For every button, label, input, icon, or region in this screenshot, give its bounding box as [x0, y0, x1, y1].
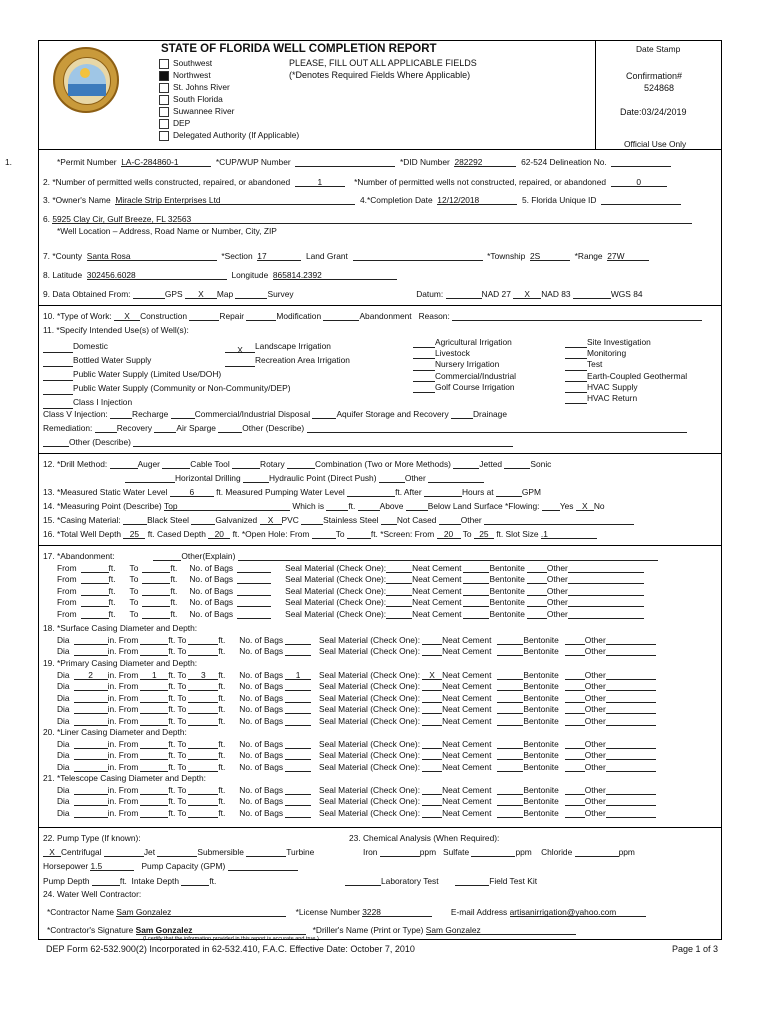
construction-check[interactable]: X [114, 311, 140, 321]
confirmation-label: Confirmation# [626, 71, 683, 81]
longitude-field[interactable]: 865814.2392 [273, 270, 397, 280]
from-field[interactable] [81, 563, 109, 573]
casing-row: Dia 2 in. From 1 ft. To 3 ft. No. of Bags 1 Seal Material (Check One): X Neat Cement Bentonite Other [57, 670, 656, 680]
row-8: 8. Latitude 302456.6028 Longitude 865814.2392 [43, 270, 397, 280]
bags-field[interactable] [285, 704, 311, 714]
neat-cement-check[interactable] [422, 808, 442, 818]
latitude-field[interactable]: 302456.6028 [87, 270, 227, 280]
reason-field[interactable] [452, 311, 702, 321]
row-14: 14. *Measuring Point (Describe) Top Which is ft. Above Below Land Surface *Flowing: Yes X No [43, 501, 605, 511]
neat-cement-check[interactable] [422, 716, 442, 726]
from-field[interactable] [140, 681, 168, 691]
from-field[interactable] [140, 762, 168, 772]
bags-field[interactable] [237, 563, 271, 573]
form-title: STATE OF FLORIDA WELL COMPLETION REPORT [161, 43, 437, 55]
signature-row: *Contractor's Signature Sam Gonzalez *Driller's Name (Print or Type) Sam Gonzalez [47, 925, 576, 935]
row-15: 15. *Casing Material: Black Steel Galvanized X PVC Stainless Steel Not Cased Other [43, 515, 634, 525]
from-field[interactable] [140, 785, 168, 795]
casing-row: Dia in. From ft. To ft. No. of Bags Seal Material (Check One): Neat Cement Bentonite Other [57, 646, 656, 656]
landscape-check[interactable]: X [225, 343, 255, 353]
form-footer: DEP Form 62-532.900(2) Incorporated in 62-532.410, F.A.C. Effective Date: October 7, 2010 [46, 944, 415, 954]
nad83-check[interactable]: X [513, 289, 541, 299]
casing-row: Dia in. From ft. To ft. No. of Bags Seal Material (Check One): Neat Cement Bentonite Other [57, 762, 656, 772]
wells-not-constructed-field[interactable]: 0 [611, 177, 667, 187]
checkbox[interactable] [159, 59, 169, 69]
to-field[interactable] [188, 739, 218, 749]
static-water-field[interactable]: 6 [170, 487, 214, 497]
row-10: 10. *Type of Work: X Construction Repair Modification Abandonment Reason: [43, 311, 702, 321]
to-field[interactable] [142, 574, 170, 584]
row-1: *Permit Number LA-C-284860-1 *CUP/WUP Number *DID Number 282292 62-524 Delineation No. [57, 157, 671, 167]
bags-field[interactable]: 1 [285, 670, 311, 680]
cased-depth-field[interactable]: 20 [208, 529, 230, 539]
to-field[interactable] [188, 646, 218, 656]
bags-field[interactable] [237, 609, 271, 619]
checkbox[interactable] [159, 107, 169, 117]
district-southwest[interactable]: Southwest [159, 58, 212, 69]
casing-row: Dia in. From ft. To ft. No. of Bags Seal Material (Check One): Neat Cement Bentonite Other [57, 750, 656, 760]
range-field[interactable]: 27W [607, 251, 649, 261]
page-number: Page 1 of 3 [672, 944, 719, 954]
district-suwannee[interactable]: Suwannee River [159, 106, 234, 117]
casing-section-label: 19. *Primary Casing Diameter and Depth: [43, 658, 198, 668]
dia-field[interactable] [74, 785, 108, 795]
row-7: 7. *County Santa Rosa *Section 17 Land Grant *Township 2S *Range 27W [43, 251, 649, 261]
bags-field[interactable] [285, 693, 311, 703]
uses-col1: Domestic Bottled Water Supply Public Water Supply (Limited Use/DOH) Public Water Supply (Community or Non-Community/DEP) Class I Injection [43, 339, 291, 409]
township-field[interactable]: 2S [530, 251, 570, 261]
to-field[interactable] [188, 716, 218, 726]
to-field[interactable] [142, 609, 170, 619]
from-field[interactable] [140, 646, 168, 656]
from-field[interactable] [140, 808, 168, 818]
county-field[interactable]: Santa Rosa [87, 251, 217, 261]
dia-field[interactable] [74, 681, 108, 691]
pump-type-label: 22. Pump Type (If known): [43, 833, 141, 843]
screen-to-field[interactable]: 25 [474, 529, 494, 539]
casing-row: Dia in. From ft. To ft. No. of Bags Seal Material (Check One): Neat Cement Bentonite Other [57, 635, 656, 645]
casing-section-label: 21. *Telescope Casing Diameter and Depth: [43, 773, 206, 783]
dia-field[interactable] [74, 693, 108, 703]
row-17: 17. *Abandonment: Other(Explain) [43, 551, 658, 561]
bags-field[interactable] [285, 716, 311, 726]
contractor-name-field[interactable]: Sam Gonzalez [116, 907, 286, 917]
row-3: 3. *Owner's Name Miracle Strip Enterprises Ltd 4.*Completion Date 12/12/2018 5. Florida Unique ID [43, 195, 681, 205]
other-use-row: Other (Describe) [43, 437, 513, 447]
chemical-label: 23. Chemical Analysis (When Required): [349, 833, 500, 843]
bags-field[interactable] [237, 597, 271, 607]
well-completion-form [5, 40, 722, 942]
instructions-line2: (*Denotes Required Fields Where Applicable) [289, 70, 471, 80]
slot-size-field[interactable]: .1 [541, 529, 597, 539]
wells-constructed-field[interactable]: 1 [295, 177, 345, 187]
from-field[interactable] [140, 750, 168, 760]
row-12b: Horizontal Drilling Hydraulic Point (Direct Push) Other [125, 473, 484, 483]
screen-from-field[interactable]: 20 [437, 529, 461, 539]
remediation-row: Remediation: Recovery Air Sparge Other (Describe) [43, 423, 687, 433]
to-field[interactable] [188, 704, 218, 714]
section-field[interactable]: 17 [257, 251, 301, 261]
district-dep[interactable]: DEP [159, 118, 190, 129]
contractor-signature-field[interactable]: Sam Gonzalez [136, 925, 306, 935]
bags-field[interactable] [285, 762, 311, 772]
bags-field[interactable] [285, 750, 311, 760]
dia-field[interactable]: 2 [74, 670, 108, 680]
to-field[interactable] [188, 750, 218, 760]
abandonment-row: From ft. To ft. No. of Bags Seal Material (Check One): Neat Cement Bentonite Other [57, 609, 644, 619]
abandonment-row: From ft. To ft. No. of Bags Seal Material (Check One): Neat Cement Bentonite Other [57, 597, 644, 607]
confirmation-value: 524868 [644, 83, 675, 93]
district-south-florida[interactable]: South Florida [159, 94, 223, 105]
to-field[interactable] [188, 681, 218, 691]
casing-row: Dia in. From ft. To ft. No. of Bags Seal Material (Check One): Neat Cement Bentonite Other [57, 693, 656, 703]
uses-label: 11. *Specify Intended Use(s) of Well(s): [43, 325, 189, 335]
row-9: 9. Data Obtained From: GPS X Map Survey Datum: NAD 27 X NAD 83 WGS 84 [43, 289, 643, 299]
measuring-point-field[interactable]: Top [164, 501, 290, 511]
pvc-check[interactable]: X [260, 515, 282, 525]
from-field[interactable] [140, 704, 168, 714]
casing-section-label: 20. *Liner Casing Diameter and Depth: [43, 727, 187, 737]
row-12: 12. *Drill Method: Auger Cable Tool Rotary Combination (Two or More Methods) Jetted Sonic [43, 459, 552, 469]
certify-note: (I certify that the information provided in this report is accurate and true.) [143, 936, 319, 942]
completion-date-field[interactable]: 12/12/2018 [437, 195, 517, 205]
from-field[interactable] [81, 597, 109, 607]
neat-cement-check[interactable] [422, 704, 442, 714]
official-use-box [595, 41, 722, 149]
horsepower-row: Horsepower 1.5 Pump Capacity (GPM) [43, 861, 298, 871]
from-field[interactable] [140, 716, 168, 726]
email-field[interactable]: artisanirrigation@yahoo.com [510, 907, 646, 917]
driller-name-field[interactable]: Sam Gonzalez [426, 925, 576, 935]
to-field[interactable] [188, 693, 218, 703]
to-field[interactable] [142, 586, 170, 596]
pump-depth-row: Pump Depth ft. Intake Depth ft. [43, 876, 217, 886]
cup-number-field[interactable] [295, 157, 395, 167]
dia-field[interactable] [74, 750, 108, 760]
bags-field[interactable] [285, 681, 311, 691]
unique-id-field[interactable] [601, 195, 681, 205]
bags-field[interactable] [237, 586, 271, 596]
neat-cement-check[interactable] [422, 785, 442, 795]
bags-field[interactable] [285, 739, 311, 749]
row-6: 6. 5925 Clay Cir, Gulf Breeze, FL 32563 [43, 214, 692, 224]
test-row: Laboratory Test Field Test Kit [345, 876, 537, 886]
bags-field[interactable] [285, 646, 311, 656]
checkbox-checked[interactable] [159, 71, 169, 81]
did-number-field[interactable]: 282292 [454, 157, 516, 167]
abandonment-row: From ft. To ft. No. of Bags Seal Material (Check One): Neat Cement Bentonite Other [57, 586, 644, 596]
from-field[interactable]: 1 [140, 670, 168, 680]
neat-cement-check[interactable] [422, 739, 442, 749]
from-field[interactable] [140, 796, 168, 806]
casing-row: Dia in. From ft. To ft. No. of Bags Seal Material (Check One): Neat Cement Bentonite Other [57, 739, 656, 749]
from-field[interactable] [140, 693, 168, 703]
to-field[interactable] [142, 563, 170, 573]
total-depth-field[interactable]: 25 [123, 529, 145, 539]
to-field[interactable] [188, 808, 218, 818]
uses-col3: Agricultural Irrigation Livestock Nursery Irrigation Commercial/Industrial Golf Course Irrigation [413, 337, 516, 393]
neat-cement-check[interactable] [422, 750, 442, 760]
from-field[interactable] [81, 574, 109, 584]
casing-row: Dia in. From ft. To ft. No. of Bags Seal Material (Check One): Neat Cement Bentonite Other [57, 808, 656, 818]
permit-number-field[interactable]: LA-C-284860-1 [121, 157, 211, 167]
casing-row: Dia in. From ft. To ft. No. of Bags Seal Material (Check One): Neat Cement Bentonite Other [57, 785, 656, 795]
casing-row: Dia in. From ft. To ft. No. of Bags Seal Material (Check One): Neat Cement Bentonite Other [57, 704, 656, 714]
to-field[interactable] [188, 762, 218, 772]
dia-field[interactable] [74, 635, 108, 645]
district-delegated[interactable]: Delegated Authority (If Applicable) [159, 130, 299, 141]
pump-type-row: X Centrifugal Jet Submersible Turbine [43, 847, 314, 857]
to-field[interactable] [188, 635, 218, 645]
date-stamp-label: Date Stamp [636, 44, 681, 54]
address-field[interactable]: 5925 Clay Cir, Gulf Breeze, FL 32563 [52, 214, 692, 224]
centrifugal-check[interactable]: X [43, 847, 61, 857]
abandonment-row: From ft. To ft. No. of Bags Seal Material (Check One): Neat Cement Bentonite Other [57, 574, 644, 584]
neat-cement-check[interactable] [422, 681, 442, 691]
casing-row: Dia in. From ft. To ft. No. of Bags Seal Material (Check One): Neat Cement Bentonite Other [57, 716, 656, 726]
neat-cement-check[interactable] [422, 635, 442, 645]
uses-col4: Site Investigation Monitoring Test Earth-Coupled Geothermal HVAC Supply HVAC Return [565, 337, 687, 404]
dia-field[interactable] [74, 716, 108, 726]
checkbox[interactable] [159, 83, 169, 93]
checkbox[interactable] [159, 119, 169, 129]
map-check[interactable]: X [185, 289, 217, 299]
to-field[interactable] [142, 597, 170, 607]
checkbox[interactable] [159, 131, 169, 141]
from-field[interactable] [140, 635, 168, 645]
bags-field[interactable] [285, 785, 311, 795]
casing-section-label: 18. *Surface Casing Diameter and Depth: [43, 623, 198, 633]
dia-field[interactable] [74, 646, 108, 656]
contractor-row: *Contractor Name Sam Gonzalez *License Number 3228 E-mail Address artisanirrigation@yahoo.com [47, 907, 646, 917]
class-v-row: Class V Injection: Recharge Commercial/Industrial Disposal Aquifer Storage and Recovery Drainage [43, 409, 507, 419]
neat-cement-check[interactable] [422, 762, 442, 772]
license-number-field[interactable]: 3228 [362, 907, 432, 917]
official-use-label: Official Use Only [624, 139, 687, 149]
row-16: 16. *Total Well Depth 25 ft. Cased Depth 20 ft. *Open Hole: From To ft. *Screen: From 20 To 25 ft. Slot Size .1 [43, 529, 597, 539]
dia-field[interactable] [74, 808, 108, 818]
row-2: 2. *Number of permitted wells constructed, repaired, or abandoned 1 *Number of permitted wells not constructed, repaired, or abandoned 0 [43, 177, 667, 187]
dia-field[interactable] [74, 704, 108, 714]
row-1-num: 1. [5, 157, 12, 167]
delineation-field[interactable] [611, 157, 671, 167]
from-field[interactable] [81, 609, 109, 619]
dia-field[interactable] [74, 739, 108, 749]
casing-row: Dia in. From ft. To ft. No. of Bags Seal Material (Check One): Neat Cement Bentonite Other [57, 681, 656, 691]
district-st-johns[interactable]: St. Johns River [159, 82, 230, 93]
neat-cement-check[interactable] [422, 693, 442, 703]
location-label: *Well Location – Address, Road Name or Number, City, ZIP [57, 226, 277, 236]
to-field[interactable] [188, 785, 218, 795]
date-text: Date:03/24/2019 [620, 107, 687, 117]
neat-cement-check[interactable] [422, 646, 442, 656]
row-13: 13. *Measured Static Water Level 6 ft. Measured Pumping Water Level ft. After Hours at GPM [43, 487, 541, 497]
casing-row: Dia in. From ft. To ft. No. of Bags Seal Material (Check One): Neat Cement Bentonite Other [57, 796, 656, 806]
owner-name-field[interactable]: Miracle Strip Enterprises Ltd [115, 195, 355, 205]
bags-field[interactable] [285, 796, 311, 806]
neat-cement-check[interactable] [422, 796, 442, 806]
horsepower-field[interactable]: 1.5 [90, 861, 134, 871]
district-northwest[interactable]: Northwest [159, 70, 211, 81]
land-grant-field[interactable] [353, 251, 483, 261]
flowing-no-check[interactable]: X [576, 501, 594, 511]
contractor-section-label: 24. Water Well Contractor: [43, 889, 142, 899]
bags-field[interactable] [285, 808, 311, 818]
neat-cement-check[interactable]: X [422, 670, 442, 680]
dia-field[interactable] [74, 796, 108, 806]
florida-state-seal [53, 47, 119, 113]
checkbox[interactable] [159, 95, 169, 105]
to-field[interactable] [188, 796, 218, 806]
abandonment-row: From ft. To ft. No. of Bags Seal Material (Check One): Neat Cement Bentonite Other [57, 563, 644, 573]
uses-col2: X Landscape Irrigation Recreation Area Irrigation [225, 339, 350, 367]
bags-field[interactable] [237, 574, 271, 584]
bags-field[interactable] [285, 635, 311, 645]
from-field[interactable] [140, 739, 168, 749]
instructions-line1: PLEASE, FILL OUT ALL APPLICABLE FIELDS [289, 58, 477, 68]
chemical-row: Iron ppm Sulfate ppm Chloride ppm [363, 847, 635, 857]
from-field[interactable] [81, 586, 109, 596]
to-field[interactable]: 3 [188, 670, 218, 680]
dia-field[interactable] [74, 762, 108, 772]
